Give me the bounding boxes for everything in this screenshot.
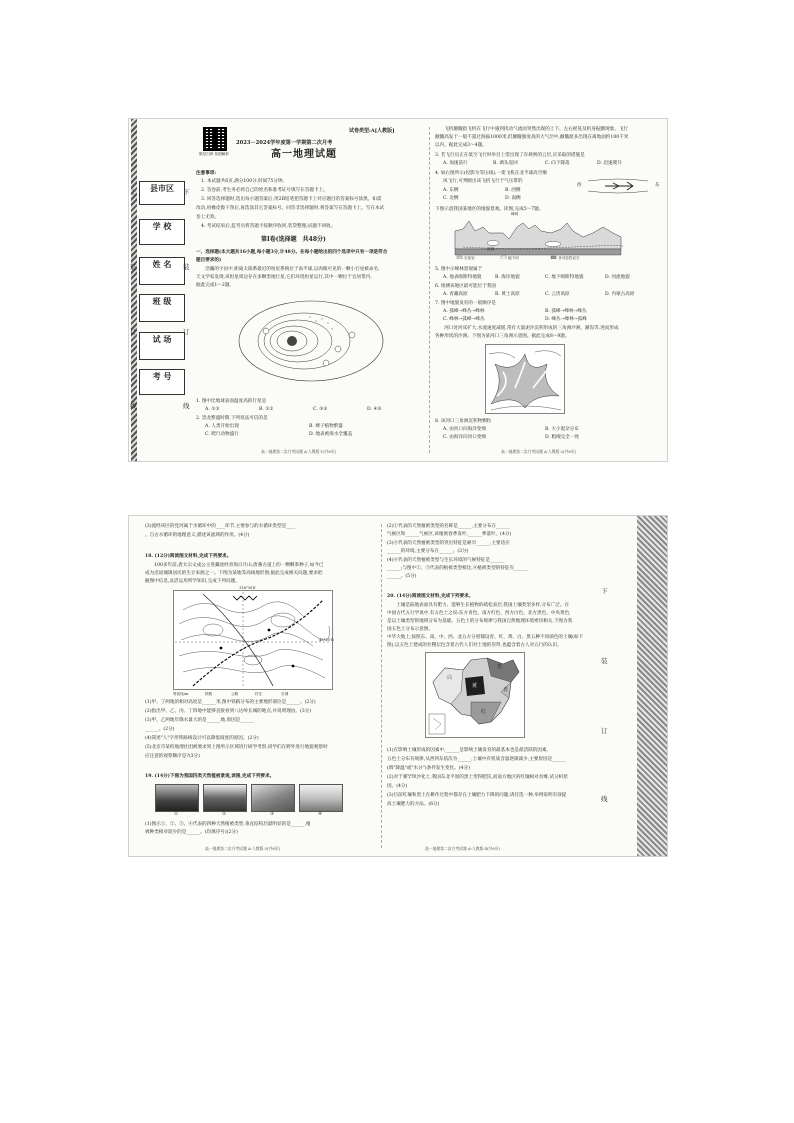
school-field[interactable] bbox=[139, 219, 185, 245]
legend-label: 石灰岩 bbox=[464, 256, 475, 260]
notice-line: 3. 回答选择题时,选出每小题答案后,用2B铅笔把答题卡上对应题目的答案标号涂黑。如需 bbox=[201, 197, 382, 202]
binding-mark: 线 bbox=[601, 795, 608, 803]
q4-option-d[interactable]: D. 南侧 bbox=[505, 196, 521, 201]
sub-question: 应注意的观察顺序是?(3分) bbox=[145, 754, 200, 759]
exam-room-label: 试 场 bbox=[152, 334, 172, 344]
figure-west-label: 西 bbox=[577, 183, 582, 188]
page-4 bbox=[385, 516, 595, 856]
contour-map bbox=[173, 590, 333, 690]
q3-option-b[interactable]: B. 调头返回 bbox=[493, 161, 518, 166]
exam-room-field[interactable] bbox=[139, 332, 185, 360]
binding-strip-left bbox=[129, 119, 191, 461]
legend-label: 公路 bbox=[231, 692, 239, 696]
material-line: 河口处河床扩大,水流速度减缓,常有大量泥沙沉积形成的三角洲沙洲、潮沟等,进而形成 bbox=[435, 326, 619, 331]
page-1 bbox=[191, 119, 425, 461]
material-line: 颠簸高发于一般不超过海拔1000米,但颠簸强度高的大气层中,颠簸最多出现在离地面约100千米 bbox=[435, 135, 629, 140]
q2-option-b[interactable]: B. 裸子植物繁盛 bbox=[309, 424, 343, 429]
q7-option-d[interactable]: D. 峰丛→峰林→孤峰 bbox=[545, 317, 587, 322]
q8-option-d[interactable]: D. 粗细完全一致 bbox=[545, 435, 580, 440]
material-line: 图),以五色土建成的社稷坛包含着古代人们对土地的崇拜,也蕴含着古人对五行的认识。 bbox=[387, 643, 562, 648]
q6-option-a[interactable]: A. 青藏高原 bbox=[443, 292, 468, 297]
soil-label-red: 红 bbox=[481, 709, 487, 715]
sub-question: (5)北京市某校地理社团被要求到上图所示区域进行研学考察,同学们在野外进行地貌观察时 bbox=[145, 745, 328, 750]
page-footer: 高一地理第二次月考试题 A-人教版-1(共6页) bbox=[261, 449, 337, 454]
material-line: 是以土壤类型的地域分布为基础。五色土的分布规律与我国自然地理环境密切相关,下图为我 bbox=[387, 619, 573, 624]
class-label: 班 级 bbox=[152, 296, 172, 306]
question-4: 4. 如右图所示(投影为等压线),一架飞机在北半球高空顺 bbox=[435, 171, 547, 176]
page-3 bbox=[143, 516, 379, 856]
sub-question: 因。(4分) bbox=[387, 784, 408, 789]
q3-option-d[interactable]: D. 迅速爬升 bbox=[597, 161, 622, 166]
sub-question: ______。(5分) bbox=[387, 574, 417, 579]
section-1-title: 第Ⅰ卷(选择题 共48分) bbox=[261, 236, 326, 243]
legend-label: 铁路 bbox=[205, 692, 213, 696]
q6-option-b[interactable]: B. 黄土高原 bbox=[495, 292, 520, 297]
page-footer: 高一地理第二次月考试题 A-人教版-4(共6页) bbox=[425, 846, 501, 851]
page-divider bbox=[381, 524, 382, 848]
binding-mark: 订 bbox=[183, 328, 190, 336]
binding-mark: 上 bbox=[130, 188, 137, 196]
sub-question: (4)简述"人"字形铁路线设计可以降低坡度的原因。(2分) bbox=[145, 736, 259, 741]
sub-question: (4)④代表的天然植被类型与生长环境的气候特征是______ bbox=[387, 558, 504, 563]
legend-label: 非可溶性岩石 bbox=[558, 256, 580, 260]
sub-question: (3)甲、乙两地年降水量大的是______地,原因是______ bbox=[145, 718, 255, 723]
county-label: 县市区 bbox=[150, 183, 174, 193]
county-field[interactable] bbox=[139, 181, 185, 205]
exam-sheet-top bbox=[128, 118, 668, 462]
sub-question: (1)图示①、②、③、④代表的四种天然植被类型,垂直结构层最明显的是______,植 bbox=[145, 822, 311, 827]
sub-question: 五色土分布有规律,从西到东依次为______,土壤中有机质含量逐渐减少,主要原因是______ bbox=[387, 757, 566, 762]
notice-line: 1. 本试题共6页,满分100分,时间75分钟。 bbox=[201, 179, 288, 184]
q8-option-b[interactable]: B. 大小混杂分布 bbox=[545, 427, 579, 432]
binding-mark: 装 bbox=[183, 263, 190, 271]
material-line: 国五色土分布示意图。 bbox=[387, 627, 433, 632]
q3-option-c[interactable]: C. 向下降落 bbox=[545, 161, 570, 166]
page-divider bbox=[429, 127, 430, 453]
question-2: 2. 恐龙繁盛时期,下列说法可信的是 bbox=[196, 416, 268, 421]
delta-figure bbox=[485, 344, 565, 414]
sub-question: 被种类相对较少的是______。(均填序号)(2分) bbox=[145, 830, 238, 835]
qr-caption: 微信扫码 拍照解析 bbox=[199, 152, 229, 156]
school-label: 学 校 bbox=[152, 221, 172, 231]
legend-label: 村庄 bbox=[255, 692, 263, 696]
q5-option-a[interactable]: A. 地表喀斯特地貌 bbox=[443, 275, 482, 280]
binding-strip-right bbox=[637, 516, 667, 856]
sub-question: 高土壤肥力的方法。(6分) bbox=[387, 802, 440, 807]
qr-code-icon[interactable] bbox=[203, 127, 227, 151]
mountain-forest-photo bbox=[203, 784, 247, 812]
page-footer: 高一地理第二次月考试题 A-人教版-2(共6页) bbox=[501, 449, 577, 454]
china-soil-map bbox=[425, 652, 525, 738]
sub-question: (1)甲、丁两地的相对高度是______米,图中铁路分布的主要地形部位是______。(2分) bbox=[145, 700, 316, 705]
legend-label: 等高线/m bbox=[173, 692, 189, 696]
photo-label: ② bbox=[222, 812, 227, 817]
q2-option-a[interactable]: A. 人类开始出现 bbox=[205, 424, 239, 429]
page-footer: 高一地理第二次月考试题 A-人教版-3(共6页) bbox=[205, 846, 281, 851]
material-line: 天文学家发现,该恒星周边存在多颗类地行星,它们环绕恒星运行,其中一颗位于宜居带内, bbox=[196, 275, 372, 280]
page-2 bbox=[433, 119, 663, 461]
material-line: 以内。据此完成3～4题。 bbox=[435, 143, 487, 148]
exam-year-line: 2023－2024学年度第一学期第二次月考 bbox=[236, 140, 333, 146]
legend-label: 长城 bbox=[281, 692, 289, 696]
binding-mark: 线 bbox=[130, 402, 137, 410]
question-7: 7. 图中地貌发育的一般顺序是 bbox=[435, 301, 496, 306]
binding-mark: 下 bbox=[183, 188, 190, 196]
grassland-photo bbox=[251, 784, 295, 812]
notice-line: 2. 答卷前,考生务必将自己的姓名和准考证号填写在答题卡上。 bbox=[201, 188, 328, 193]
q1-option-b[interactable]: B. ①② bbox=[259, 407, 274, 412]
material-line: 握图中信息,灵活运用所学知识,完成下列问题。 bbox=[145, 579, 240, 584]
name-field[interactable] bbox=[139, 257, 185, 285]
name-label: 姓 名 bbox=[152, 259, 172, 269]
q1-option-a[interactable]: A. ①③ bbox=[205, 407, 220, 412]
airplane-isobar-figure bbox=[583, 175, 653, 197]
material-line: 浩瀚的宇宙中,距离太阳系最近的恒星系统位于南半球,以肉眼可见的一颗小行星被命名, bbox=[196, 267, 380, 272]
material-line: 据此完成1～2题。 bbox=[196, 283, 235, 288]
q8-option-a[interactable]: A. 由河口向海洋变细 bbox=[443, 427, 486, 432]
soil-label-white: 白 bbox=[447, 675, 453, 681]
q7-option-c[interactable]: C. 峰林→孤峰→峰丛 bbox=[443, 317, 485, 322]
q2-option-c[interactable]: C. 爬行动物盛行 bbox=[205, 432, 239, 437]
q1-option-c[interactable]: C. ③⑤ bbox=[313, 407, 328, 412]
binding-mark: 订 bbox=[601, 727, 608, 735]
material-line: 成为沿途城镇居民的生计来源之一。下图为某地等高线地形图,据此完成相关问题,要求把 bbox=[145, 571, 323, 576]
q6-option-c[interactable]: C. 云贵高原 bbox=[545, 292, 570, 297]
class-field[interactable] bbox=[139, 294, 185, 322]
q4-option-c[interactable]: C. 北侧 bbox=[443, 196, 459, 201]
binding-mark: 装 bbox=[130, 263, 137, 271]
sub-question: 气候区和______气候区,该植被春季发叶,______季落叶。(4分) bbox=[387, 532, 512, 537]
sub-question: (填"降温"或"水分")条件发生变化。(4分) bbox=[387, 766, 470, 771]
material-line: 土壤是陆地表面具有肥力、能够生长植物的疏松表层,我国土壤类型多样,分布广泛。在 bbox=[387, 603, 570, 608]
desert-photo bbox=[299, 784, 343, 812]
map-latitude-label: 42°20′N bbox=[319, 638, 334, 642]
q8-option-c[interactable]: C. 由海洋向河口变细 bbox=[443, 435, 487, 440]
q5-option-d[interactable]: D. 河流地貌 bbox=[605, 275, 630, 280]
notice-line: 4. 考试结束后,监考员将答题卡按顺序收回,装袋整理;试题不回收。 bbox=[201, 224, 336, 229]
question-5: 5. 图中示峰林景观属于 bbox=[435, 267, 483, 272]
notice-line: 改动,用橡皮擦干净后,再选涂其它答案标号。回答非选择题时,将答案写在答题卡上。写在本试 bbox=[196, 206, 385, 211]
notice-line: 卷上无效。 bbox=[196, 215, 219, 220]
material-line: 飞机颠簸指飞机在飞行中遇到扰动气流而突然出现的上下、左右摇晃及机身振颤现象。飞行 bbox=[435, 127, 628, 132]
photo-label: ④ bbox=[318, 812, 323, 817]
material-line: 中国古代五行学说中,有五色土之说:东方青色、南方红色、西方白色、北方黑色、中央黄色, bbox=[387, 611, 571, 616]
q2-option-d[interactable]: D. 地表被海水全覆盖 bbox=[309, 432, 353, 437]
q7-option-b[interactable]: B. 孤峰→峰林→峰丛 bbox=[545, 309, 587, 314]
material-line: 100多年前,唐太宗文成公主进藏途经青海日月山,唐蕃古道上的一颗颗茶种子,如今已 bbox=[145, 563, 324, 568]
question-6: 6. 推测该地区最可能位于我国 bbox=[435, 284, 496, 289]
forest-photo bbox=[155, 784, 199, 812]
question-3: 3. 若飞行员正在低空飞行时举目上望出现了有规则的云层,应采取的措施是 bbox=[435, 153, 585, 158]
karst-landform-diagram bbox=[453, 217, 623, 259]
binding-mark: 下 bbox=[601, 587, 608, 595]
material-line: 中华大地上,按照东、南、中、西、北五方分别铺设青、红、黄、白、黑五种不同颜色的土壤(如下 bbox=[387, 635, 584, 640]
q6-option-d[interactable]: D. 内蒙古高原 bbox=[605, 292, 635, 297]
material-line: 各种形状的沙洲。下图为某河口三角洲示意图。据此完成8～9题。 bbox=[435, 334, 570, 339]
q3-option-a[interactable]: A. 加速前行 bbox=[443, 161, 468, 166]
question-line: (3)流经该区的党河属于水循环中的____环节,主要参与的水循环类型是____ bbox=[145, 524, 296, 529]
figure-label: 峰林 bbox=[511, 212, 519, 216]
sub-question: ______。(2分) bbox=[145, 727, 175, 732]
q5-option-c[interactable]: C. 地下喀斯特地貌 bbox=[545, 275, 584, 280]
exam-title: 高一地理试题 bbox=[271, 149, 337, 160]
question-19: 19. (14分)下图为我国四类天然植被景观,读图,完成下列要求。 bbox=[145, 774, 275, 779]
sub-question: (1)在影响土壤形成的因素中,______是影响土壤发育的最基本也是最活跃的因素, bbox=[387, 748, 549, 753]
question-18: 18. (12分)阅读图文材料,完成下列要求。 bbox=[145, 554, 232, 559]
binding-mark: 线 bbox=[183, 402, 190, 410]
question-20: 20. (14分)阅读图文材料,完成下列要求。 bbox=[387, 594, 474, 599]
question-8: 8. 该河口三角洲沉积物颗粒 bbox=[435, 419, 492, 424]
legend-label: 地下河 bbox=[508, 256, 519, 260]
question-1: 1. 图中比地球表面温度高的行星是 bbox=[196, 399, 267, 404]
exam-type: 试卷类型:A[人教版] bbox=[349, 128, 395, 134]
solar-system-diagram bbox=[236, 291, 386, 391]
sub-question: (3)目前红壤和黑土在耕作过程中都存在土壤肥力下降的问题,请任选一种,举例说明有效提 bbox=[387, 793, 567, 798]
exam-sheet-bottom bbox=[128, 515, 668, 857]
figure-east-label: 东 bbox=[655, 183, 660, 188]
photo-label: ③ bbox=[270, 812, 275, 817]
soil-label-cyan: 青 bbox=[503, 687, 509, 693]
notice-heading: 注意事项: bbox=[196, 171, 217, 176]
q7-option-a[interactable]: A. 孤峰→峰丛→峰林 bbox=[443, 309, 485, 314]
question-line: 。自古水循环的地理意义,描述该流域的作用。(4分) bbox=[145, 533, 250, 538]
binding-mark: 订 bbox=[130, 328, 137, 336]
sub-question: (2)①代表的天然植被类型的名称是______,主要分布在______ bbox=[387, 524, 510, 529]
q5-option-b[interactable]: B. 海岸地貌 bbox=[495, 275, 520, 280]
sub-question: (3)④代表的天然植被类型的突出特征是耐旱______,主要适应 bbox=[387, 541, 510, 546]
sub-question: (2)指出甲、乙、丙、丁四地中能够直接看到八达岭长城的地点,并说明理由。(3分) bbox=[145, 709, 312, 714]
sub-question: (2)对于赛罕坝沙化土,我国东北平原的黑土变得肥沃,而南方地区的红壤相对贫瘠,试分析原 bbox=[387, 775, 568, 780]
q4-option-a[interactable]: A. 东侧 bbox=[443, 188, 459, 193]
photo-label: ① bbox=[174, 812, 179, 817]
q4-option-b[interactable]: B. 西侧 bbox=[505, 188, 521, 193]
exam-number-field[interactable] bbox=[139, 369, 185, 395]
section-1-intro: 题目要求的) bbox=[196, 258, 222, 263]
binding-mark: 装 bbox=[601, 657, 608, 665]
figure-label: 溶洞 bbox=[487, 247, 495, 251]
question-4-line-2: 风飞行,可判断出该飞机飞行于气压带的 bbox=[443, 179, 523, 184]
sub-question: ______;与图中②、③代表的植被类型相比,④植被类型的特征有______ bbox=[387, 566, 528, 571]
soil-label-black: 黑 bbox=[497, 664, 503, 670]
exam-number-label: 考 号 bbox=[152, 371, 172, 381]
map-longitude-label: 116°30′E bbox=[239, 586, 256, 590]
section-1-intro: 一、选择题(本大题共16小题,每小题3分,计48分。在每小题给出的四个选项中只有一项是符合 bbox=[196, 250, 388, 255]
material-line: 下图示意我国某地区的地貌景观。读图,完成5～7题。 bbox=[435, 207, 544, 212]
q1-option-d[interactable]: D. ④⑤ bbox=[367, 407, 382, 412]
sub-question: ______的环境,主要分布在______。(3分) bbox=[387, 549, 469, 554]
soil-label-yellow: 黄 bbox=[472, 683, 478, 689]
binding-marks-right bbox=[597, 516, 637, 856]
